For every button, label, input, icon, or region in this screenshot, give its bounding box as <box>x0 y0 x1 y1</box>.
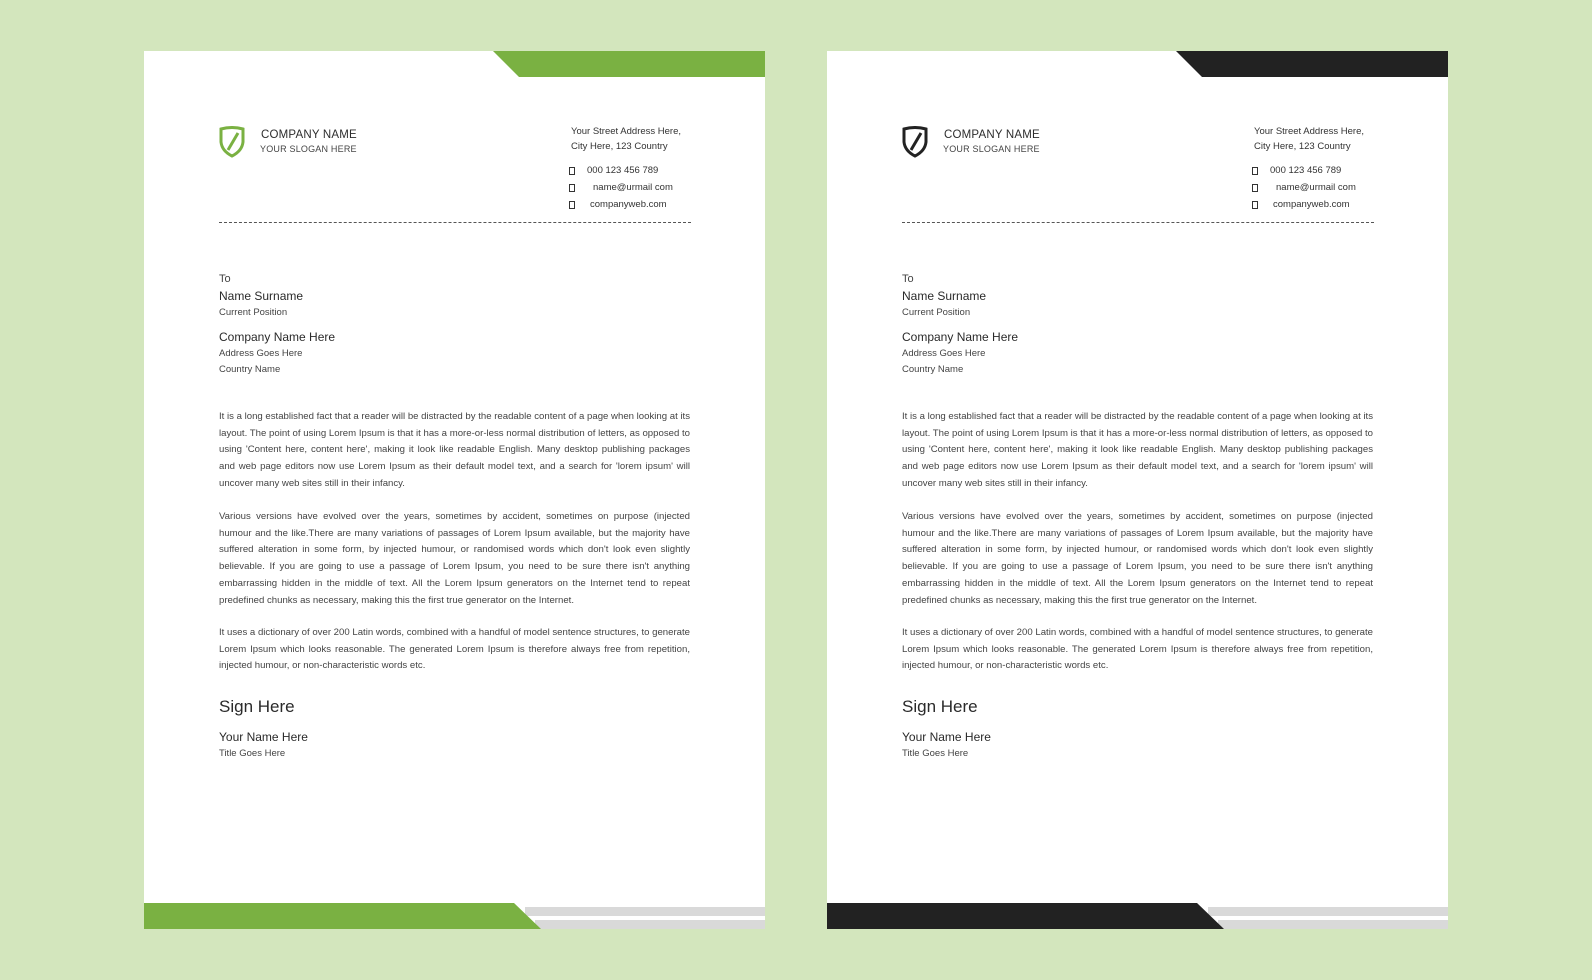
company-slogan: YOUR SLOGAN HERE <box>943 144 1040 154</box>
phone-text: 000 123 456 789 <box>587 165 659 176</box>
signer-name: Your Name Here <box>219 730 308 744</box>
recipient-position: Current Position <box>902 307 971 318</box>
address-line-1: Your Street Address Here, <box>1254 126 1365 137</box>
body-paragraph-1: It is a long established fact that a reader will be distracted by the readable content of a page when looking at its layout. The point of using Lorem Ipsum is that it has a more-or-less normal distribution of letters, as opposed to using 'Content here, content here', making it look like readable English. Many desktop publishing packages and web page editors now use Lorem Ipsum as their default model text, and a search for 'lorem ipsum' will uncover many web sites still in their infancy. <box>902 411 1373 489</box>
recipient-position: Current Position <box>219 307 288 318</box>
address-line-2: City Here, 123 Country <box>1254 141 1351 152</box>
body-paragraph-2: Various versions have evolved over the years, sometimes by accident, sometimes on purpose (injected humour and the like.There are many variations of passages of Lorem Ipsum available, but the majority have suffered alteration in some form, by injected humour, or randomised words which don't look even slightly believable. If you are going to use a passage of Lorem Ipsum, you need to be sure there isn't anything embarrassing hidden in the middle of text. All the Lorem Ipsum generators on the Internet tend to repeat predefined chunks as necessary, making this the first true generator on the Internet. <box>219 511 690 606</box>
letterhead-green <box>144 51 765 929</box>
contact-phone <box>569 165 658 176</box>
shield-logo-icon <box>902 126 928 158</box>
phone-text: 000 123 456 789 <box>1270 165 1342 176</box>
body-paragraph-3: It uses a dictionary of over 200 Latin words, combined with a handful of model sentence structures, to generate Lorem Ipsum which looks reasonable. The generated Lorem Ipsum is therefore always free from repetition, injected humour, or non-characteristic words etc. <box>902 627 1373 672</box>
web-text: companyweb.com <box>590 199 667 210</box>
recipient-name: Name Surname <box>219 289 304 303</box>
company-name: COMPANY NAME <box>944 129 1040 141</box>
body-paragraph-2: Various versions have evolved over the years, sometimes by accident, sometimes on purpose (injected humour and the like.There are many variations of passages of Lorem Ipsum available, but the majority have suffered alteration in some form, by injected humour, or randomised words which don't look even slightly believable. If you are going to use a passage of Lorem Ipsum, you need to be sure there isn't anything embarrassing hidden in the middle of text. All the Lorem Ipsum generators on the Internet tend to repeat predefined chunks as necessary, making this the first true generator on the Internet. <box>902 511 1373 606</box>
top-accent-bar <box>1176 51 1448 77</box>
company-slogan: YOUR SLOGAN HERE <box>260 144 357 154</box>
header-divider <box>219 222 691 223</box>
address-line-2: City Here, 123 Country <box>571 141 668 152</box>
recipient-name: Name Surname <box>902 289 987 303</box>
recipient-company: Company Name Here <box>219 330 336 344</box>
address-line-1: Your Street Address Here, <box>571 126 682 137</box>
bottom-grey-stripe <box>1218 920 1448 929</box>
recipient-country: Country Name <box>902 364 964 375</box>
to-label: To <box>902 273 914 285</box>
signer-name: Your Name Here <box>902 730 991 744</box>
email-text: name@urmail com <box>1276 182 1356 193</box>
contact-web <box>569 199 667 210</box>
bottom-grey-stripe <box>535 920 765 929</box>
web-icon <box>1252 201 1258 209</box>
letterhead-black <box>827 51 1448 929</box>
phone-icon <box>569 167 575 175</box>
contact-email <box>1252 182 1356 193</box>
sign-here-label: Sign Here <box>219 697 295 716</box>
recipient-country: Country Name <box>219 364 281 375</box>
bottom-grey-stripe <box>1208 907 1448 916</box>
sign-here-label: Sign Here <box>902 697 978 716</box>
shield-logo-icon <box>219 126 245 158</box>
bottom-accent-bar <box>827 903 1224 929</box>
recipient-company: Company Name Here <box>902 330 1019 344</box>
company-name: COMPANY NAME <box>261 129 357 141</box>
bottom-accent-bar <box>144 903 541 929</box>
email-icon <box>569 184 575 192</box>
recipient-address: Address Goes Here <box>902 348 986 359</box>
contact-phone <box>1252 165 1341 176</box>
top-accent-bar <box>493 51 765 77</box>
to-label: To <box>219 273 231 285</box>
web-text: companyweb.com <box>1273 199 1350 210</box>
signer-title: Title Goes Here <box>219 748 286 759</box>
email-icon <box>1252 184 1258 192</box>
bottom-grey-stripe <box>525 907 765 916</box>
signer-title: Title Goes Here <box>902 748 969 759</box>
recipient-address: Address Goes Here <box>219 348 303 359</box>
contact-web <box>1252 199 1350 210</box>
header-divider <box>902 222 1374 223</box>
contact-email <box>569 182 673 193</box>
email-text: name@urmail com <box>593 182 673 193</box>
body-paragraph-1: It is a long established fact that a reader will be distracted by the readable content of a page when looking at its layout. The point of using Lorem Ipsum is that it has a more-or-less normal distribution of letters, as opposed to using 'Content here, content here', making it look like readable English. Many desktop publishing packages and web page editors now use Lorem Ipsum as their default model text, and a search for 'lorem ipsum' will uncover many web sites still in their infancy. <box>219 411 690 489</box>
body-paragraph-3: It uses a dictionary of over 200 Latin words, combined with a handful of model sentence structures, to generate Lorem Ipsum which looks reasonable. The generated Lorem Ipsum is therefore always free from repetition, injected humour, or non-characteristic words etc. <box>219 627 690 672</box>
phone-icon <box>1252 167 1258 175</box>
web-icon <box>569 201 575 209</box>
